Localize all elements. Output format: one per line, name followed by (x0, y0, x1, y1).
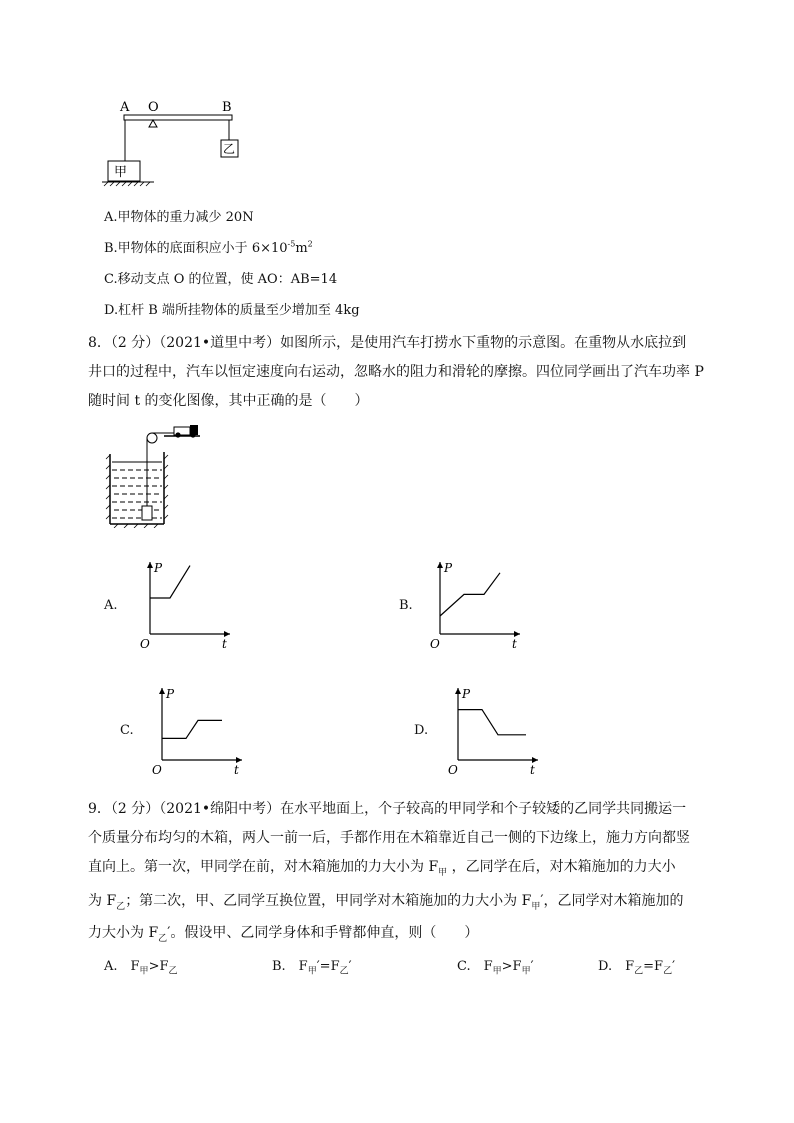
q8-line-3: 随时间 t 的变化图像，其中正确的是（ ） (88, 393, 369, 409)
graph-c-origin-label: O (152, 763, 162, 777)
graph-c-series-line (162, 720, 222, 738)
q9-choice-b[interactable]: B. $F_甲'=F_乙'$ (272, 959, 352, 977)
q7-option-d: D.杠杆 B 端所挂物体的质量至少增加至 4kg (104, 303, 360, 318)
q9-choice-d[interactable]: D. $F_乙=F_乙'$ (598, 959, 676, 977)
q9-line-3: 直向上。第一次，甲同学在前，对木箱施加的力大小为 $F_甲$ ，乙同学在后，对木箱施加的力大小 (88, 859, 676, 878)
q8-line-2: 井口的过程中，汽车以恒定速度向右运动，忽略水的阻力和滑轮的摩擦。四位同学画出了汽车功率 P (88, 364, 704, 380)
q7-option-c: C.移动支点 O 的位置，使 AO：AB=14 (104, 272, 338, 287)
graph-a-y-arrow (147, 562, 153, 568)
q9-choice-c[interactable]: C. $F_甲>F_甲'$ (457, 959, 534, 977)
lever-label-o: O (148, 100, 159, 115)
graph-a-t-label: t (222, 637, 227, 651)
graph-d-label: D. (414, 723, 429, 738)
q9-line-5: 力大小为 $F_乙'$。假设甲、乙同学身体和手臂都伸直，则（ ） (88, 925, 479, 944)
graph-d-p-label: P (462, 687, 471, 701)
q8-line-1: 8．（2 分）（2021•道里中考）如图所示，是使用汽车打捞水下重物的示意图。在重物从水底拉到 (88, 335, 687, 351)
graph-d-origin-label: O (448, 763, 458, 777)
lever-bar (124, 115, 232, 120)
graph-b-series-line (440, 573, 500, 616)
graph-c-y-arrow (159, 688, 165, 694)
pulley (147, 433, 157, 443)
sunk-weight (142, 506, 152, 520)
q9-line-1: 9．（2 分）（2021•绵阳中考）在水平地面上，个子较高的甲同学和个子较矮的乙同学共同搬运一 (88, 801, 687, 817)
q9-choice-a[interactable]: A. $F_甲>F_乙$ (104, 959, 178, 977)
graph-c-p-label: P (166, 687, 175, 701)
well-truck-figure (104, 424, 204, 528)
q9-line-2: 个质量分布均匀的木箱，两人一前一后，手都作用在木箱靠近自己一侧的下边缘上，施力方向都竖 (88, 830, 690, 846)
box-yi-label: 乙 (223, 142, 236, 156)
graph-d-t-label: t (530, 763, 535, 777)
graph-a-origin-label: O (140, 637, 150, 651)
graph-a-label: A. (104, 598, 118, 613)
graph-a (138, 548, 242, 652)
graph-b-origin-label: O (430, 637, 440, 651)
graph-d-series-line (458, 710, 526, 735)
graph-b-label: B. (399, 598, 413, 613)
graph-b-p-label: P (444, 561, 453, 575)
graph-c-t-label: t (234, 763, 239, 777)
box-jia-label: 甲 (114, 165, 128, 180)
q7-option-a: A.甲物体的重力减少 20N (104, 210, 254, 225)
graph-c (150, 674, 254, 778)
lever-figure (100, 96, 250, 192)
q9-line-4: 为 $F_乙$；第二次，甲、乙同学互换位置，甲同学对木箱施加的力大小为 $F_甲'$，乙同学对木箱施加的 (88, 893, 684, 912)
graph-b (428, 548, 532, 652)
lever-label-a: A (120, 100, 130, 115)
graph-d (446, 674, 550, 778)
graph-b-t-label: t (512, 637, 517, 651)
fulcrum (149, 120, 157, 127)
graph-d-y-arrow (455, 688, 461, 694)
q7-option-b: B.甲物体的底面积应小于 $6\times 10^{-5}m^2$ (104, 239, 313, 256)
graph-b-y-arrow (437, 562, 443, 568)
graph-a-p-label: P (154, 561, 163, 575)
graph-c-label: C. (120, 723, 134, 738)
lever-label-b: B (222, 100, 232, 115)
